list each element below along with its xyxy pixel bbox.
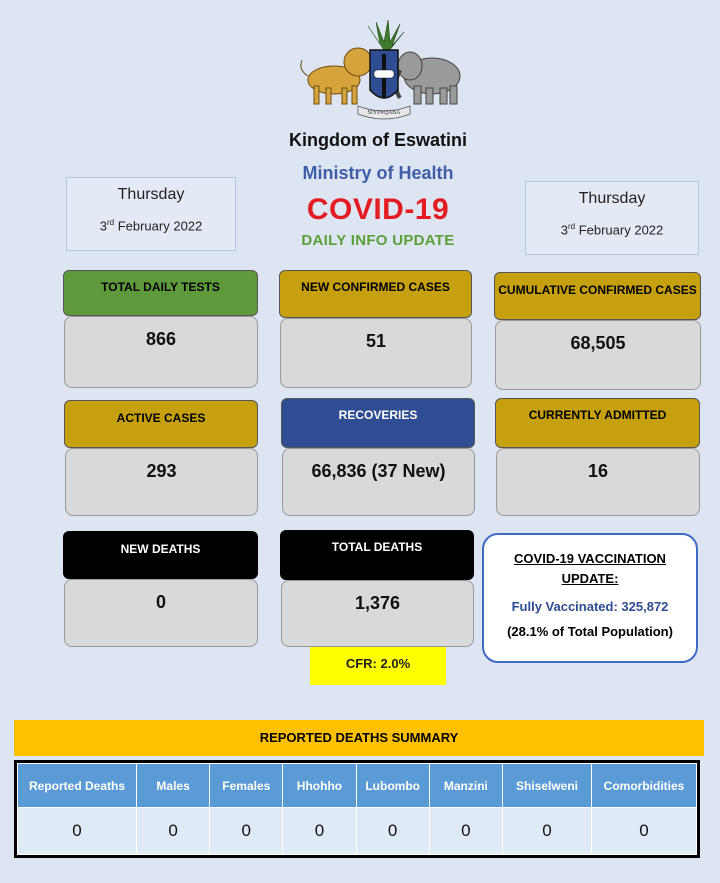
date-day: Thursday (117, 186, 185, 203)
cell-manzini: 0 (429, 808, 502, 855)
date-day: Thursday (578, 190, 646, 207)
cell-shiselweni: 0 (503, 808, 592, 855)
covid-title: COVID-19 (306, 193, 450, 226)
ministry-title: Ministry of Health (302, 163, 454, 183)
currently-admitted-value: 16 (496, 448, 700, 516)
cell-lubombo: 0 (356, 808, 429, 855)
col-manzini: Manzini (429, 764, 502, 808)
reported-deaths-table (14, 760, 700, 858)
table-header-row (18, 764, 697, 808)
active-cases-value: 293 (65, 448, 258, 516)
col-comorbidities: Comorbidities (592, 764, 697, 808)
daily-update-title: DAILY INFO UPDATE (301, 232, 455, 249)
eswatini-coat-of-arms-icon (296, 20, 472, 120)
new-deaths-value: 0 (64, 579, 258, 647)
new-deaths-header: NEW DEATHS (63, 531, 258, 579)
date-box-right (525, 181, 699, 255)
total-deaths-value: 1,376 (281, 580, 474, 647)
crest-motto: SIYINQABA (367, 110, 401, 116)
cell-comorbidities: 0 (592, 808, 697, 855)
table-row (18, 808, 697, 855)
recoveries-value: 66,836 (37 New) (282, 448, 475, 516)
col-hhohho: Hhohho (283, 764, 356, 808)
total-daily-tests-header: TOTAL DAILY TESTS (63, 270, 258, 316)
date-text: 3rd February 2022 (99, 218, 203, 234)
col-reported-deaths: Reported Deaths (18, 764, 137, 808)
col-males: Males (137, 764, 210, 808)
cfr-badge: CFR: 2.0% (310, 647, 446, 685)
currently-admitted-header: CURRENTLY ADMITTED (495, 398, 700, 448)
fully-vaccinated-text: Fully Vaccinated: 325,872 (511, 599, 669, 614)
cell-reported-deaths: 0 (18, 808, 137, 855)
total-deaths-header: TOTAL DEATHS (280, 530, 474, 580)
new-confirmed-cases-value: 51 (280, 318, 472, 388)
reported-deaths-summary-header: REPORTED DEATHS SUMMARY (14, 720, 704, 756)
vaccination-update-box (482, 533, 698, 663)
recoveries-header: RECOVERIES (281, 398, 475, 448)
col-shiselweni: Shiselweni (503, 764, 592, 808)
kingdom-title: Kingdom of Eswatini (289, 130, 467, 150)
col-lubombo: Lubombo (356, 764, 429, 808)
new-confirmed-cases-header: NEW CONFIRMED CASES (279, 270, 472, 318)
vaccination-percent-text: (28.1% of Total Population) (507, 624, 673, 639)
cumulative-confirmed-cases-value: 68,505 (495, 320, 701, 390)
cell-males: 0 (137, 808, 210, 855)
total-daily-tests-value: 866 (64, 316, 258, 388)
cell-females: 0 (210, 808, 283, 855)
cumulative-confirmed-cases-header: CUMULATIVE CONFIRMED CASES (494, 272, 701, 320)
cell-hhohho: 0 (283, 808, 356, 855)
date-text: 3rd February 2022 (560, 222, 664, 238)
vaccination-title: COVID-19 VACCINATION UPDATE: (514, 551, 666, 586)
date-box-left (66, 177, 236, 251)
col-females: Females (210, 764, 283, 808)
active-cases-header: ACTIVE CASES (64, 400, 258, 448)
